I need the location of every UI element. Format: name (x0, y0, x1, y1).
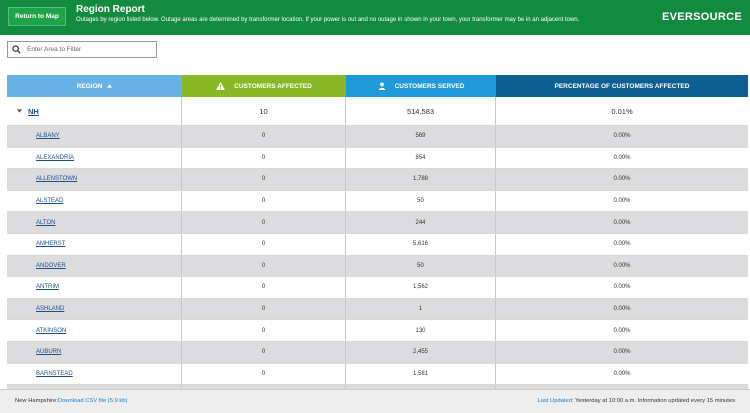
served-cell: 854 (346, 148, 496, 169)
state-row-nh (7, 97, 748, 126)
affected-cell: 0 (182, 169, 346, 190)
served-cell: 2,455 (346, 342, 496, 363)
brand-logo[interactable]: EVERSOURCE (661, 11, 742, 23)
table-row (7, 256, 748, 278)
area-filter[interactable] (7, 41, 157, 58)
affected-cell: 0 (182, 364, 346, 385)
affected-cell: 0 (182, 256, 346, 277)
affected-cell: 0 (182, 320, 346, 341)
affected-cell: 0 (182, 277, 346, 298)
column-header-region-label: REGION (76, 82, 103, 90)
table-row (7, 277, 748, 299)
warning-icon (216, 82, 225, 90)
region-table (7, 75, 748, 388)
town-link[interactable]: BARNSTEAD (36, 370, 73, 377)
footer-state-label: New Hampshire: (15, 398, 58, 404)
last-updated-link[interactable]: Last Updated: (537, 398, 574, 404)
column-header-affected-label: CUSTOMERS AFFECTED (234, 82, 312, 90)
person-icon (378, 82, 386, 90)
column-header-affected[interactable] (182, 75, 346, 97)
served-cell: 130 (346, 320, 496, 341)
town-link[interactable]: AMHERST (36, 241, 66, 248)
affected-cell: 0 (182, 342, 346, 363)
page-title: Region Report (76, 4, 145, 15)
served-cell: 569 (346, 126, 496, 147)
percentage-cell: 0.00% (613, 219, 631, 226)
region-cell (7, 342, 182, 363)
state-affected: 10 (182, 97, 346, 125)
table-row (7, 148, 748, 170)
collapse-caret-icon[interactable] (17, 109, 22, 113)
region-cell (7, 320, 182, 341)
percentage-cell: 0.00% (613, 241, 631, 248)
affected-cell: 0 (182, 234, 346, 255)
download-csv-link[interactable]: Download CSV file (5.9 kb) (57, 398, 128, 404)
state-percentage: 0.01% (611, 106, 633, 116)
region-cell (7, 256, 182, 277)
region-cell (7, 126, 182, 147)
sort-asc-icon (107, 84, 112, 88)
state-link-nh[interactable]: NH (28, 106, 39, 116)
region-cell (7, 169, 182, 190)
region-cell (7, 277, 182, 298)
top-banner (0, 0, 750, 35)
served-cell: 1,788 (346, 169, 496, 190)
served-cell: 50 (346, 256, 496, 277)
percentage-cell: 0.00% (613, 327, 631, 334)
town-link[interactable]: ALSTEAD (36, 198, 64, 205)
table-row (7, 212, 748, 234)
last-updated-text: Yesterday at 10:00 a.m. Information updated every 15 minutes (573, 398, 735, 404)
town-link[interactable]: ANDOVER (36, 262, 66, 269)
percentage-cell: 0.00% (613, 133, 631, 140)
region-cell (7, 299, 182, 320)
region-cell (7, 212, 182, 233)
table-header (7, 75, 748, 97)
affected-cell: 0 (182, 212, 346, 233)
affected-cell: 0 (182, 126, 346, 147)
town-link[interactable]: ALTON (36, 219, 56, 226)
table-row (7, 342, 748, 364)
percentage-cell: 0.00% (613, 154, 631, 161)
footer-download (15, 398, 127, 404)
table-row (7, 234, 748, 256)
region-cell (7, 234, 182, 255)
page-footer (0, 389, 750, 413)
state-cell (7, 97, 182, 125)
served-cell: 1,562 (346, 277, 496, 298)
served-cell: 1,581 (346, 364, 496, 385)
percentage-cell: 0.00% (613, 306, 631, 313)
state-served: 514,583 (346, 97, 496, 125)
percentage-cell: 0.00% (613, 198, 631, 205)
region-cell (7, 364, 182, 385)
percentage-cell: 0.00% (613, 370, 631, 377)
search-icon (8, 42, 25, 57)
percentage-cell: 0.00% (613, 284, 631, 291)
column-header-region[interactable] (7, 75, 182, 97)
percentage-cell: 0.00% (613, 176, 631, 183)
table-row (7, 191, 748, 213)
column-header-served-label: CUSTOMERS SERVED (394, 82, 465, 90)
served-cell: 5,616 (346, 234, 496, 255)
served-cell: 50 (346, 191, 496, 212)
table-row (7, 126, 748, 148)
affected-cell: 0 (182, 299, 346, 320)
town-link[interactable]: ALLENSTOWN (36, 176, 78, 183)
town-link[interactable]: ALEXANDRIA (36, 154, 75, 161)
town-link[interactable]: AUBURN (36, 349, 62, 356)
column-header-percentage[interactable] (496, 75, 748, 97)
affected-cell: 0 (182, 191, 346, 212)
town-link[interactable]: ALBANY (36, 133, 60, 140)
column-header-percentage-label: PERCENTAGE OF CUSTOMERS AFFECTED (554, 82, 690, 90)
served-cell: 244 (346, 212, 496, 233)
table-row (7, 169, 748, 191)
return-to-map-button[interactable]: Return to Map (8, 7, 66, 26)
town-link[interactable]: ATKINSON (36, 327, 67, 334)
affected-cell: 0 (182, 148, 346, 169)
town-link[interactable]: ASHLAND (36, 306, 65, 313)
table-row (7, 299, 748, 321)
page-description: Outages by region listed below. Outage areas are determined by transformer location. If your power is out and no outage in shown in your town, your transformer may be in an adjacent town. (76, 17, 580, 23)
column-header-served[interactable] (346, 75, 496, 97)
region-cell (7, 191, 182, 212)
footer-last-updated (537, 398, 735, 404)
table-row (7, 364, 748, 386)
served-cell: 1 (346, 299, 496, 320)
percentage-cell: 0.00% (613, 349, 631, 356)
town-link[interactable]: ANTRIM (36, 284, 59, 291)
region-cell (7, 148, 182, 169)
percentage-cell: 0.00% (613, 262, 631, 269)
area-filter-input[interactable] (27, 46, 152, 53)
table-row (7, 320, 748, 342)
